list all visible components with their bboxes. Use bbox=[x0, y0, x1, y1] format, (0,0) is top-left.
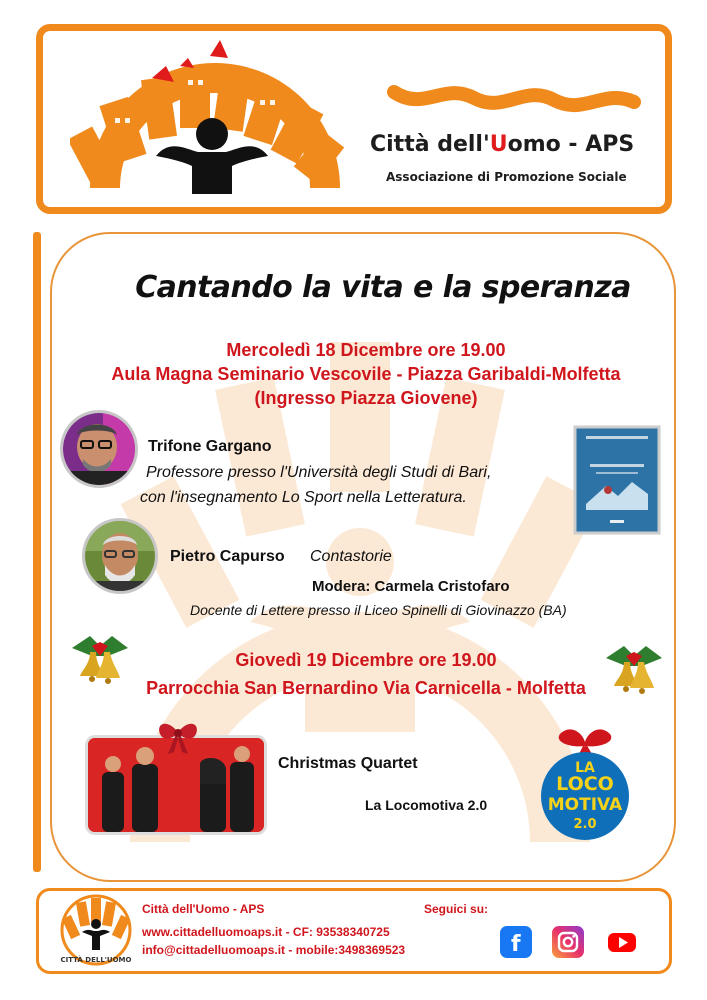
footer-email[interactable]: info@cittadelluomoaps.it - mobile:3498369523 bbox=[142, 943, 406, 957]
event1-entry: (Ingresso Piazza Giovene) bbox=[254, 388, 478, 408]
side-accent-bar bbox=[33, 232, 41, 872]
instagram-icon[interactable] bbox=[552, 926, 584, 958]
loco-text-4: 2.0 bbox=[573, 817, 597, 832]
loco-text-2: LOCO bbox=[556, 773, 614, 795]
footer-logo bbox=[58, 888, 134, 968]
speaker1-name: Trifone Gargano bbox=[148, 438, 272, 455]
speaker1-role: Professore presso l'Università degli Studi di Bari, bbox=[146, 464, 492, 481]
moderator-line bbox=[312, 578, 510, 595]
speaker2-name: Pietro Capurso bbox=[170, 548, 285, 565]
la-locomotiva-logo bbox=[530, 724, 640, 842]
book-cover bbox=[572, 424, 662, 536]
speaker1-photo bbox=[60, 410, 138, 488]
moderator-label: Modera: bbox=[312, 578, 371, 595]
moderator-role: Docente di Lettere presso il Liceo Spinelli di Giovinazzo (BA) bbox=[190, 602, 567, 618]
loco-text-1: LA bbox=[575, 760, 595, 776]
svg-text:f: f bbox=[511, 932, 521, 957]
footer-logo-text: CITTÀ DELL'UOMO bbox=[60, 956, 132, 964]
event-title: Cantando la vita e la speranza bbox=[135, 270, 631, 305]
facebook-icon[interactable] bbox=[500, 926, 532, 958]
footer-follow-label: Seguici su: bbox=[424, 902, 489, 916]
city-logo bbox=[70, 38, 360, 198]
orange-brush-stroke bbox=[384, 72, 644, 124]
event1-place: Aula Magna Seminario Vescovile - Piazza Garibaldi-Molfetta bbox=[111, 364, 621, 384]
speaker1-role-continued: con l'insegnamento Lo Sport nella Letteratura. bbox=[140, 489, 467, 506]
event2-place: Parrocchia San Bernardino Via Carnicella - Molfetta bbox=[146, 678, 586, 698]
youtube-icon[interactable] bbox=[606, 926, 638, 958]
footer-website[interactable]: www.cittadelluomoaps.it - CF: 93538340725 bbox=[142, 925, 390, 939]
loco-text-3: MOTIVA bbox=[547, 795, 623, 815]
speaker2-photo bbox=[82, 518, 158, 594]
band-subtitle: La Locomotiva 2.0 bbox=[365, 797, 488, 813]
band-name: Christmas Quartet bbox=[278, 755, 418, 772]
speaker2-role: Contastorie bbox=[310, 548, 392, 565]
event1-date: Mercoledì 18 Dicembre ore 19.00 bbox=[226, 340, 506, 360]
bow-icon bbox=[156, 716, 200, 756]
footer-org-name: Città dell'Uomo - APS bbox=[142, 902, 265, 916]
event2-date: Giovedì 19 Dicembre ore 19.00 bbox=[235, 650, 497, 670]
org-name: Città dell'Uomo - APS bbox=[370, 132, 635, 157]
org-subtitle: Associazione di Promozione Sociale bbox=[386, 170, 627, 184]
moderator-name: Carmela Cristofaro bbox=[374, 578, 510, 595]
